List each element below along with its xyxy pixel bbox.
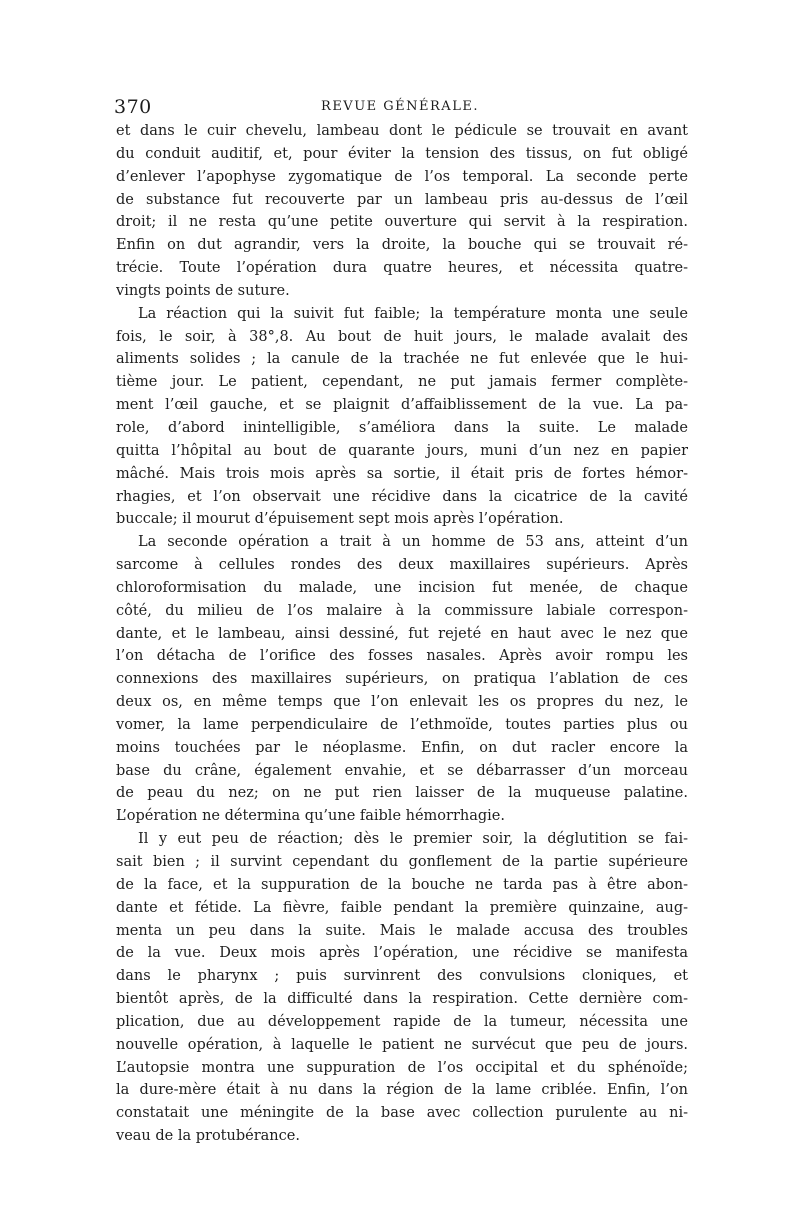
text-line: Il y eut peu de réaction; dès le premier soir, la déglutition se fai-: [138, 831, 688, 848]
text-line: dante, et le lambeau, ainsi dessiné, fut rejeté en haut avec le nez que: [116, 625, 688, 642]
text-line: vomer, la lame perpendiculaire de l’ethmoïde, toutes parties plus ou: [116, 716, 688, 733]
text-line: deux os, en même temps que l’on enlevait les os propres du nez, le: [116, 694, 688, 711]
running-title: REVUE GÉNÉRALE.: [321, 99, 479, 114]
text-line: côté, du milieu de l’os malaire à la commissure labiale correspon-: [116, 602, 688, 619]
text-line: Enfin on dut agrandir, vers la droite, la bouche qui se trouvait ré-: [116, 237, 688, 254]
text-line: dans le pharynx ; puis survinrent des convulsions cloniques, et: [116, 968, 688, 985]
text-line: La réaction qui la suivit fut faible; la température monta une seule: [138, 305, 688, 322]
text-line: de peau du nez; on ne put rien laisser de la muqueuse palatine.: [116, 785, 688, 802]
text-line: rhagies, et l’on observait une récidive dans la cicatrice de la cavité: [116, 488, 688, 505]
text-line: mâché. Mais trois mois après sa sortie, il était pris de fortes hémor-: [116, 465, 688, 482]
text-line: et dans le cuir chevelu, lambeau dont le pédicule se trouvait en avant: [116, 123, 688, 139]
text-line: ment l’œil gauche, et se plaignit d’affaiblissement de la vue. La pa-: [116, 397, 688, 414]
text-line: droit; il ne resta qu’une petite ouverture qui servit à la respiration.: [116, 214, 688, 231]
running-head: [114, 96, 686, 120]
text-line: base du crâne, également envahie, et se débarrasser d’un morceau: [116, 762, 688, 779]
text-line: connexions des maxillaires supérieurs, on pratiqua l’ablation de ces: [116, 671, 688, 688]
text-line: bientôt après, de la difficulté dans la respiration. Cette dernière com-: [116, 991, 688, 1008]
text-line: trécie. Toute l’opération dura quatre heures, et nécessita quatre-: [116, 260, 688, 277]
text-line: La seconde opération a trait à un homme de 53 ans, atteint d’un: [138, 534, 688, 551]
text-line: chloroformisation du malade, une incision fut menée, de chaque: [116, 579, 688, 596]
text-line: de substance fut recouverte par un lambeau pris au-dessus de l’œil: [116, 191, 688, 208]
paragraph: [116, 531, 688, 828]
text-line: tième jour. Le patient, cependant, ne put jamais fermer complète-: [116, 374, 688, 391]
text-line: constatait une méningite de la base avec collection purulente au ni-: [116, 1105, 688, 1122]
text-line: la dure-mère était à nu dans la région de la lame criblée. Enfin, l’on: [116, 1082, 688, 1099]
text-line: L’autopsie montra une suppuration de l’os occipital et du sphénoïde;: [116, 1059, 688, 1076]
text-line: buccale; il mourut d’épuisement sept mois après l’opération.: [116, 511, 564, 528]
text-line: moins touchées par le néoplasme. Enfin, on dut racler encore la: [116, 739, 688, 756]
body-text: [116, 120, 688, 1148]
text-line: sarcome à cellules rondes des deux maxillaires supérieurs. Après: [116, 557, 688, 574]
text-line: nouvelle opération, à laquelle le patient ne survécut que peu de jours.: [116, 1036, 688, 1053]
text-line: l’on détacha de l’orifice des fosses nasales. Après avoir rompu les: [116, 648, 688, 665]
text-line: du conduit auditif, et, pour éviter la tension des tissus, on fut obligé: [116, 145, 688, 162]
text-line: quitta l’hôpital au bout de quarante jours, muni d’un nez en papier: [116, 442, 688, 459]
text-line: vingts points de suture.: [116, 282, 290, 299]
text-line: de la vue. Deux mois après l’opération, une récidive se manifesta: [116, 945, 688, 962]
text-line: sait bien ; il survint cependant du gonflement de la partie supérieure: [116, 854, 688, 870]
paragraph: [116, 828, 688, 1148]
paragraph: [116, 303, 688, 531]
text-line: de la face, et la suppuration de la bouche ne tarda pas à être abon-: [116, 876, 688, 893]
text-line: fois, le soir, à 38°,8. Au bout de huit jours, le malade avalait des: [116, 328, 688, 345]
text-line: plication, due au développement rapide de la tumeur, nécessita une: [116, 1013, 688, 1030]
text-line: veau de la protubérance.: [116, 1128, 300, 1145]
text-line: role, d’abord inintelligible, s’améliora dans la suite. Le malade: [116, 419, 688, 436]
text-line: menta un peu dans la suite. Mais le malade accusa des troubles: [116, 922, 688, 939]
text-line: aliments solides ; la canule de la trachée ne fut enlevée que le hui-: [116, 351, 688, 368]
paragraph: [116, 120, 688, 303]
text-line: L’opération ne détermina qu’une faible hémorrhagie.: [116, 808, 505, 825]
text-line: dante et fétide. La fièvre, faible pendant la première quinzaine, aug-: [116, 899, 688, 916]
page-number: 370: [114, 96, 152, 118]
text-line: d’enlever l’apophyse zygomatique de l’os temporal. La seconde perte: [116, 168, 688, 185]
